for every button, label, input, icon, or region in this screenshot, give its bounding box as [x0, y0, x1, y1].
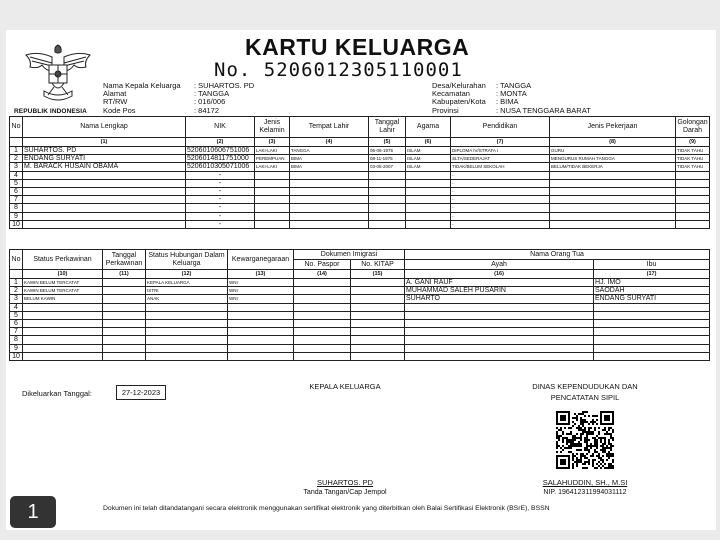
sign-left-title: KEPALA KELUARGA [309, 382, 381, 391]
cell-agama [406, 196, 451, 204]
table-row [10, 179, 710, 187]
cell-row-no: 2 [10, 155, 23, 163]
cell-no-kitap [351, 279, 405, 287]
cell-ayah [405, 336, 594, 344]
cell-row-no: 4 [10, 303, 23, 311]
header-ibu: Ibu [594, 260, 710, 270]
cell-no-paspor [294, 279, 351, 287]
meta-label: Kecamatan [432, 89, 470, 99]
cell-no-paspor [294, 328, 351, 336]
cell-nik: - [186, 220, 255, 228]
sign-right-title-line1: DINAS KEPENDUDUKAN DAN [532, 382, 638, 391]
cell-status-perkawinan [23, 311, 103, 319]
index-cell: (9) [676, 138, 710, 147]
cell-status-hubungan [146, 336, 228, 344]
index-cell: (1) [23, 138, 186, 147]
cell-no-kitap [351, 303, 405, 311]
cell-row-no: 10 [10, 352, 23, 360]
table-row [10, 147, 710, 155]
cell-pendidikan: - [451, 187, 550, 195]
cell-ibu: HJ. IMO [594, 279, 710, 287]
cell-agama [406, 187, 451, 195]
cell-status-hubungan [146, 344, 228, 352]
cell-agama [406, 179, 451, 187]
index-cell: (4) [290, 138, 369, 147]
cell-nik: - [186, 171, 255, 179]
family-status-rows [10, 279, 710, 361]
cell-nik: 5206010606751006 [186, 147, 255, 155]
header-nik: NIK [186, 117, 255, 138]
cell-ibu: ENDANG SURYATI [594, 295, 710, 303]
cell-status-hubungan [146, 311, 228, 319]
cell-status-perkawinan [23, 336, 103, 344]
cell-pendidikan: DIPLOMA IV/STRATA I [451, 147, 550, 155]
index-cell: (2) [186, 138, 255, 147]
cell-ayah [405, 303, 594, 311]
cell-pekerjaan [550, 212, 676, 220]
cell-tempat-lahir [290, 220, 369, 228]
meta-value: : BIMA [496, 97, 519, 107]
cell-tanggal-lahir [369, 204, 406, 212]
cell-pekerjaan [550, 220, 676, 228]
cell-ibu [594, 344, 710, 352]
cell-tanggal-lahir: 08-11-1975 [369, 155, 406, 163]
cell-tempat-lahir [290, 212, 369, 220]
header-agama: Agama [406, 117, 451, 138]
header-golongan-darah: Golongan Darah [676, 117, 710, 138]
cell-kewarganegaraan [228, 319, 294, 327]
cell-row-no: 3 [10, 163, 23, 171]
cell-golongan-darah: TIDAK TAHU [676, 155, 710, 163]
cell-nik: 5206010305071006 [186, 163, 255, 171]
cell-jenis-kelamin [255, 171, 290, 179]
cell-tempat-lahir [290, 196, 369, 204]
table-row [10, 352, 710, 360]
table-row [10, 295, 710, 303]
cell-pekerjaan: BELUM/TIDAK BEKERJA [550, 163, 676, 171]
cell-row-no: 1 [10, 147, 23, 155]
index-cell: (3) [255, 138, 290, 147]
cell-status-hubungan: ISTRI [146, 287, 228, 295]
sign-right-nip: NIP. 196412311994031112 [543, 489, 627, 496]
cell-row-no: 9 [10, 212, 23, 220]
cell-tanggal-lahir: 03-05-2007 [369, 163, 406, 171]
cell-jenis-kelamin [255, 187, 290, 195]
cell-pendidikan: - [451, 179, 550, 187]
table-row [10, 303, 710, 311]
emblem-caption: REPUBLIK INDONESIA [14, 108, 87, 115]
cell-status-hubungan [146, 303, 228, 311]
cell-ayah [405, 328, 594, 336]
cell-pendidikan: TIDAK/BELUM SEKOLAH [451, 163, 550, 171]
table-row [10, 187, 710, 195]
cell-tempat-lahir [290, 179, 369, 187]
index-cell: (16) [405, 270, 594, 279]
meta-label: Kode Pos [103, 105, 136, 115]
cell-ayah [405, 311, 594, 319]
cell-ayah: SUHARTO [405, 295, 594, 303]
cell-ibu [594, 328, 710, 336]
cell-status-perkawinan: BELUM KAWIN [23, 295, 103, 303]
cell-no-kitap [351, 295, 405, 303]
cell-tanggal-perkawinan [103, 279, 146, 287]
header-status-perkawinan: Status Perkawinan [23, 250, 103, 270]
cell-nik: - [186, 204, 255, 212]
cell-pendidikan: - [451, 220, 550, 228]
header-no-paspor: No. Paspor [294, 260, 351, 270]
cell-nama: ENDANG SURYATI [23, 155, 186, 163]
cell-golongan-darah [676, 220, 710, 228]
cell-nik: - [186, 179, 255, 187]
header-jenis-kelamin: Jenis Kelamin [255, 117, 290, 138]
meta-value: : NUSA TENGGARA BARAT [496, 105, 591, 115]
cell-row-no: 6 [10, 319, 23, 327]
cell-tanggal-lahir [369, 196, 406, 204]
cell-row-no: 8 [10, 204, 23, 212]
cell-tempat-lahir: BIMA [290, 163, 369, 171]
cell-ibu [594, 303, 710, 311]
cell-tanggal-perkawinan [103, 287, 146, 295]
document-title: KARTU KELUARGA [245, 34, 470, 60]
cell-row-no: 6 [10, 187, 23, 195]
cell-agama: ISLAM [406, 163, 451, 171]
cell-pekerjaan [550, 196, 676, 204]
cell-nama: M. BARACK HUSAIN OBAMA [23, 163, 186, 171]
cell-status-hubungan [146, 319, 228, 327]
header-pendidikan: Pendidikan [451, 117, 550, 138]
cell-nama [23, 196, 186, 204]
cell-golongan-darah [676, 179, 710, 187]
table-row [10, 171, 710, 179]
cell-nik: - [186, 212, 255, 220]
cell-tanggal-lahir [369, 179, 406, 187]
cell-jenis-kelamin [255, 220, 290, 228]
cell-agama: ISLAM [406, 155, 451, 163]
meta-label: Alamat [103, 89, 127, 99]
family-status-table [9, 249, 710, 361]
meta-value: : TANGGA [496, 81, 532, 90]
table-row [10, 328, 710, 336]
index-cell [10, 138, 23, 147]
table-row [10, 163, 710, 171]
cell-row-no: 5 [10, 311, 23, 319]
household-info-right [432, 82, 591, 115]
sign-left-sub: Tanda Tangan/Cap Jempol [303, 489, 387, 496]
footer-note: Dokumen ini telah ditandatangani secara elektronik menggunakan sertifikat elektronik yang diterbitkan oleh Balai Sertifikasi Elektronik (BSrE), BSSN [103, 505, 550, 512]
cell-nama [23, 212, 186, 220]
cell-jenis-kelamin [255, 179, 290, 187]
index-cell [10, 270, 23, 279]
cell-jenis-kelamin: PEREMPUAN [255, 155, 290, 163]
meta-label: Provinsi [432, 105, 459, 115]
kk-number [214, 59, 463, 81]
qr-code-icon [556, 411, 614, 469]
household-info-left [103, 82, 254, 115]
family-members-table [9, 116, 710, 229]
table-row [10, 155, 710, 163]
cell-golongan-darah [676, 187, 710, 195]
meta-label: RT/RW [103, 97, 128, 107]
index-cell: (14) [294, 270, 351, 279]
cell-no-kitap [351, 319, 405, 327]
cell-jenis-kelamin [255, 196, 290, 204]
index-cell: (8) [550, 138, 676, 147]
header-tempat-lahir: Tempat Lahir [290, 117, 369, 138]
index-cell: (6) [406, 138, 451, 147]
cell-tanggal-perkawinan [103, 336, 146, 344]
cell-tanggal-perkawinan [103, 344, 146, 352]
cell-pendidikan: - [451, 212, 550, 220]
table-row [10, 311, 710, 319]
cell-ibu: SAODAH [594, 287, 710, 295]
cell-tempat-lahir [290, 187, 369, 195]
index-cell: (15) [351, 270, 405, 279]
cell-kewarganegaraan [228, 303, 294, 311]
table-row [10, 279, 710, 287]
table-row [10, 212, 710, 220]
header-nama: Nama Lengkap [23, 117, 186, 138]
cell-nama [23, 171, 186, 179]
cell-tanggal-lahir [369, 220, 406, 228]
header-kewarganegaraan: Kewarganegaraan [228, 250, 294, 270]
cell-ayah [405, 319, 594, 327]
cell-row-no: 7 [10, 196, 23, 204]
cell-jenis-kelamin [255, 204, 290, 212]
sign-right-name: SALAHUDDIN, SH., M.SI [542, 478, 628, 487]
cell-kewarganegaraan [228, 328, 294, 336]
cell-pekerjaan [550, 187, 676, 195]
cell-agama: ISLAM [406, 147, 451, 155]
cell-no-paspor [294, 352, 351, 360]
cell-kewarganegaraan [228, 336, 294, 344]
cell-agama [406, 220, 451, 228]
cell-tanggal-lahir: 06-06-1975 [369, 147, 406, 155]
header-ayah: Ayah [405, 260, 594, 270]
cell-row-no: 3 [10, 295, 23, 303]
index-cell: (12) [146, 270, 228, 279]
issued-date: 27-12-2023 [116, 385, 166, 400]
cell-no-paspor [294, 303, 351, 311]
meta-value: : 016/006 [194, 97, 226, 107]
cell-status-hubungan: KEPALA KELUARGA [146, 279, 228, 287]
cell-tempat-lahir: BIMA [290, 155, 369, 163]
cell-status-perkawinan [23, 344, 103, 352]
cell-ayah [405, 352, 594, 360]
cell-pendidikan: - [451, 171, 550, 179]
cell-kewarganegaraan: WNI [228, 295, 294, 303]
meta-value: : TANGGA [194, 89, 230, 99]
cell-golongan-darah: TIDAK TAHU [676, 147, 710, 155]
cell-no-kitap [351, 336, 405, 344]
cell-tanggal-perkawinan [103, 311, 146, 319]
cell-no-kitap [351, 311, 405, 319]
cell-golongan-darah: TIDAK TAHU [676, 163, 710, 171]
cell-pendidikan: - [451, 196, 550, 204]
cell-tanggal-perkawinan [103, 352, 146, 360]
header-tanggal-lahir: Tanggal Lahir [369, 117, 406, 138]
cell-row-no: 1 [10, 279, 23, 287]
page-number-badge[interactable]: 1 [10, 496, 56, 528]
cell-status-hubungan: ANAK [146, 295, 228, 303]
table-row [10, 220, 710, 228]
cell-jenis-kelamin [255, 212, 290, 220]
cell-no-paspor [294, 295, 351, 303]
cell-pekerjaan [550, 171, 676, 179]
cell-row-no: 9 [10, 344, 23, 352]
cell-ayah [405, 344, 594, 352]
cell-status-hubungan [146, 328, 228, 336]
cell-pekerjaan [550, 179, 676, 187]
cell-agama [406, 212, 451, 220]
meta-label: Kabupaten/Kota [432, 97, 486, 107]
header-no-kitap: No. KITAP [351, 260, 405, 270]
cell-ibu [594, 319, 710, 327]
cell-nik: 5206014811751000 [186, 155, 255, 163]
cell-pendidikan: - [451, 204, 550, 212]
kk-number-value: 5206012305110001 [263, 59, 463, 81]
meta-value: : MONTA [496, 89, 527, 99]
cell-nik: - [186, 187, 255, 195]
table-row [10, 319, 710, 327]
cell-no-paspor [294, 336, 351, 344]
cell-agama [406, 171, 451, 179]
cell-tanggal-lahir [369, 187, 406, 195]
index-cell: (7) [451, 138, 550, 147]
table-row [10, 196, 710, 204]
cell-status-perkawinan [23, 319, 103, 327]
cell-ayah: MUHAMMAD SALEH PUSARIN [405, 287, 594, 295]
cell-pekerjaan: GURU [550, 147, 676, 155]
index-cell: (10) [23, 270, 103, 279]
header-dokumen-imigrasi: Dokumen Imigrasi [294, 250, 405, 260]
cell-no-paspor [294, 311, 351, 319]
cell-ibu [594, 336, 710, 344]
cell-no-paspor [294, 344, 351, 352]
cell-agama [406, 204, 451, 212]
cell-row-no: 5 [10, 179, 23, 187]
cell-status-perkawinan: KAWIN BELUM TERCATAT [23, 287, 103, 295]
cell-status-perkawinan: KAWIN BELUM TERCATAT [23, 279, 103, 287]
cell-golongan-darah [676, 171, 710, 179]
issued-label: Dikeluarkan Tanggal: [22, 389, 92, 398]
sign-right-title [510, 381, 660, 403]
cell-no-kitap [351, 352, 405, 360]
cell-row-no: 10 [10, 220, 23, 228]
cell-jenis-kelamin: LAKI-LAKI [255, 147, 290, 155]
cell-tempat-lahir [290, 204, 369, 212]
cell-kewarganegaraan: WNI [228, 279, 294, 287]
cell-tanggal-perkawinan [103, 319, 146, 327]
index-cell: (13) [228, 270, 294, 279]
header-tanggal-perkawinan: Tanggal Perkawinan [103, 250, 146, 270]
cell-row-no: 4 [10, 171, 23, 179]
cell-tempat-lahir [290, 171, 369, 179]
meta-value: : 84172 [194, 105, 220, 115]
cell-pekerjaan [550, 204, 676, 212]
cell-kewarganegaraan [228, 311, 294, 319]
index-cell: (17) [594, 270, 710, 279]
meta-value: : SUHARTOS. PD [194, 81, 255, 90]
cell-no-paspor [294, 287, 351, 295]
cell-kewarganegaraan [228, 344, 294, 352]
cell-golongan-darah [676, 204, 710, 212]
meta-label: Desa/Kelurahan [432, 81, 486, 90]
cell-nama [23, 220, 186, 228]
cell-row-no: 7 [10, 328, 23, 336]
cell-golongan-darah [676, 196, 710, 204]
cell-row-no: 2 [10, 287, 23, 295]
cell-tanggal-perkawinan [103, 295, 146, 303]
cell-no-kitap [351, 287, 405, 295]
header-pekerjaan: Jenis Pekerjaan [550, 117, 676, 138]
cell-nama: SUHARTOS. PD [23, 147, 186, 155]
index-cell: (5) [369, 138, 406, 147]
cell-pekerjaan: MENGURUS RUMAH TANGGA [550, 155, 676, 163]
cell-tanggal-lahir [369, 171, 406, 179]
cell-tanggal-lahir [369, 212, 406, 220]
cell-tempat-lahir: TANGGA [290, 147, 369, 155]
cell-golongan-darah [676, 212, 710, 220]
table-row [10, 287, 710, 295]
table-row [10, 336, 710, 344]
cell-status-perkawinan [23, 328, 103, 336]
cell-status-perkawinan [23, 352, 103, 360]
cell-ibu [594, 352, 710, 360]
cell-row-no: 8 [10, 336, 23, 344]
cell-kewarganegaraan [228, 352, 294, 360]
garuda-emblem-icon [22, 37, 94, 109]
cell-no-kitap [351, 328, 405, 336]
meta-label: Nama Kepala Keluarga [103, 81, 181, 90]
cell-jenis-kelamin: LAKI-LAKI [255, 163, 290, 171]
table-row [10, 344, 710, 352]
cell-ayah: A. GANI RAUF [405, 279, 594, 287]
cell-nama [23, 179, 186, 187]
header-no: No [10, 117, 23, 138]
cell-nik: - [186, 196, 255, 204]
cell-ibu [594, 311, 710, 319]
sign-left-name: SUHARTOS. PD [317, 478, 373, 487]
header-no: No [10, 250, 23, 270]
cell-tanggal-perkawinan [103, 303, 146, 311]
header-status-hubungan: Status Hubungan Dalam Keluarga [146, 250, 228, 270]
cell-status-perkawinan [23, 303, 103, 311]
header-nama-orang-tua: Nama Orang Tua [405, 250, 710, 260]
cell-no-paspor [294, 319, 351, 327]
table-row [10, 204, 710, 212]
family-members-rows [10, 147, 710, 229]
cell-kewarganegaraan: WNI [228, 287, 294, 295]
cell-pendidikan: SLTA/SEDERAJAT [451, 155, 550, 163]
cell-status-hubungan [146, 352, 228, 360]
cell-nama [23, 204, 186, 212]
kk-number-label: No. [214, 59, 252, 81]
sign-right-title-line2: PENCATATAN SIPIL [550, 393, 620, 402]
cell-no-kitap [351, 344, 405, 352]
index-cell: (11) [103, 270, 146, 279]
cell-nama [23, 187, 186, 195]
cell-tanggal-perkawinan [103, 328, 146, 336]
